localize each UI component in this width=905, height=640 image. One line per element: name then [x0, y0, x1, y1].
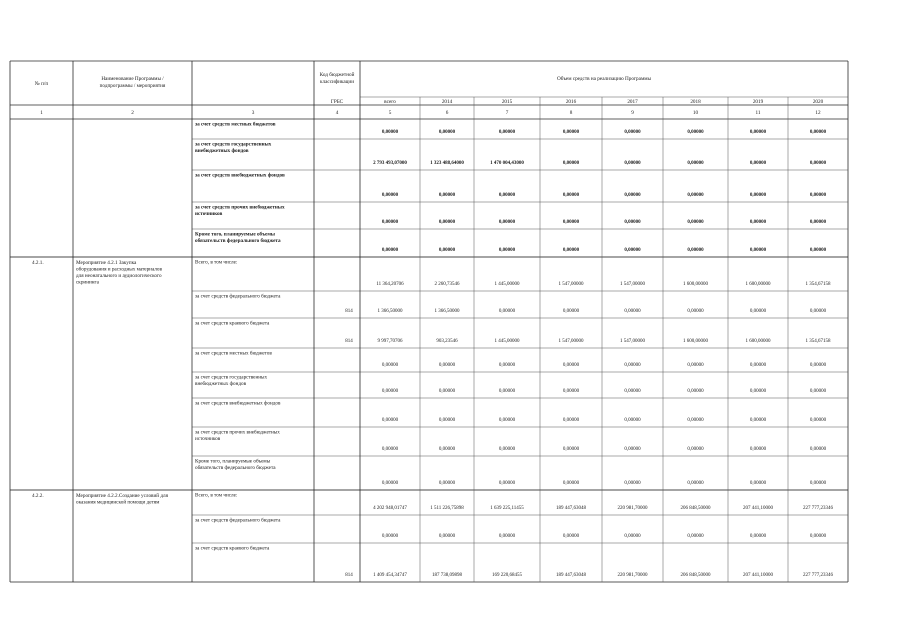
table-row — [195, 350, 827, 369]
row-value: 0,00000 — [562, 309, 580, 314]
row-value: 0,00000 — [749, 363, 767, 368]
table-row — [32, 260, 831, 288]
row-value: 0,00000 — [562, 193, 580, 198]
row-value: 0,00000 — [624, 534, 641, 539]
row-source: Всего, в том числе: — [195, 259, 238, 266]
row-value: 0,00000 — [438, 193, 456, 198]
row-value: 0,00000 — [438, 481, 456, 486]
row-value: 1 511 226,75898 — [430, 506, 464, 511]
row-value: 1 445,00000 — [494, 282, 520, 287]
row-name: для неонатального и аудиологического — [76, 273, 162, 279]
header-col-number: 9 — [631, 110, 634, 116]
row-source: обязательств федерального бюджета — [195, 238, 281, 244]
table-row — [195, 320, 831, 345]
table-row — [195, 545, 834, 579]
row-value: 1 366,50000 — [377, 309, 403, 314]
row-value: 11 364,20706 — [376, 282, 404, 287]
row-value: 0,00000 — [749, 220, 767, 225]
row-value: 220 981,70000 — [617, 573, 648, 578]
row-value: 0,00000 — [381, 363, 399, 368]
row-grbs: 814 — [345, 309, 353, 314]
table-row — [195, 375, 827, 395]
row-value: 0,00000 — [562, 161, 580, 166]
row-value: 0,00000 — [438, 389, 456, 394]
row-value: 0,00000 — [624, 447, 641, 452]
row-value: 9 997,70706 — [377, 339, 403, 344]
row-value: 1 547,00000 — [558, 339, 584, 344]
row-value: 220 981,70000 — [617, 506, 648, 511]
row-value: 0,00000 — [809, 481, 827, 486]
row-value: 0,00000 — [562, 481, 580, 486]
row-grbs: 814 — [345, 339, 353, 344]
row-value: 0,00000 — [809, 534, 827, 539]
row-source: внебюджетных фондов — [195, 148, 249, 154]
table-row — [195, 121, 827, 136]
row-value: 1 639 225,11455 — [490, 506, 524, 511]
row-value: 0,00000 — [687, 447, 704, 452]
row-value: 0,00000 — [624, 363, 641, 368]
row-value: 0,00000 — [809, 130, 827, 135]
row-value: 0,00000 — [498, 418, 516, 423]
row-value: 0,00000 — [438, 418, 456, 423]
row-value: 1 547,00000 — [620, 282, 645, 287]
table-row — [32, 492, 834, 511]
row-value: 1 354,67158 — [805, 282, 831, 287]
row-value: 1 547,00000 — [558, 282, 584, 287]
row-value: 0,00000 — [498, 447, 516, 452]
row-value: 0,00000 — [809, 220, 827, 225]
row-value: 0,00000 — [687, 161, 704, 166]
row-source: обязательств федерального бюджета — [195, 465, 276, 471]
row-value: 189 447,63048 — [556, 506, 586, 511]
table-row — [195, 293, 827, 315]
row-number: 4.2.2. — [32, 493, 44, 499]
row-value: 0,00000 — [562, 418, 580, 423]
row-value: 1 354,67158 — [805, 339, 831, 344]
row-source: за счет средств государственных — [195, 374, 268, 381]
row-value: 0,00000 — [381, 193, 399, 198]
row-value: 1 409 454,34747 — [373, 573, 407, 578]
row-value: 0,00000 — [498, 309, 516, 314]
row-source: за счет средств государственных — [195, 141, 272, 148]
row-value: 0,00000 — [381, 534, 399, 539]
header-col-number: 3 — [251, 110, 255, 116]
row-value: 0,00000 — [438, 363, 456, 368]
row-value: 0,00000 — [687, 130, 704, 135]
row-value: 0,00000 — [749, 248, 767, 253]
row-value: 0,00000 — [498, 481, 516, 486]
row-value: 0,00000 — [562, 534, 580, 539]
header-year: 2020 — [812, 99, 824, 105]
row-value: 0,00000 — [381, 481, 399, 486]
row-value: 0,00000 — [562, 389, 580, 394]
row-value: 0,00000 — [809, 161, 827, 166]
row-name: Мероприятие 4.2.2.Создание условий для — [76, 493, 168, 499]
row-value: 0,00000 — [381, 447, 399, 452]
row-value: 0,00000 — [809, 363, 827, 368]
row-value: 0,00000 — [809, 418, 827, 423]
row-value: 903,23546 — [436, 339, 458, 344]
row-value: 0,00000 — [438, 534, 456, 539]
row-value: 0,00000 — [749, 130, 767, 135]
header-col-name: Наименование Программы / — [101, 76, 164, 82]
row-value: 227 777,23346 — [803, 506, 833, 511]
row-value: 0,00000 — [498, 534, 516, 539]
row-value: 0,00000 — [381, 130, 399, 135]
row-value: 1 600,00000 — [745, 282, 771, 287]
header-col-number: 11 — [755, 110, 761, 116]
row-value: 1 600,00000 — [683, 282, 708, 287]
row-source: за счет средств федерального бюджета — [195, 517, 281, 524]
row-value: 1 366,50000 — [434, 309, 460, 314]
row-source: за счет средств внебюджетных фондов — [195, 400, 281, 407]
row-source: Всего, в том числе: — [195, 492, 238, 499]
row-value: 187 738,09898 — [432, 573, 462, 578]
row-value: 0,00000 — [498, 248, 516, 253]
row-value: 0,00000 — [624, 481, 641, 486]
row-value: 0,00000 — [749, 534, 767, 539]
row-value: 0,00000 — [624, 220, 641, 225]
table-header — [35, 71, 824, 116]
row-value: 0,00000 — [687, 363, 704, 368]
row-value: 207 441,10000 — [743, 573, 773, 578]
row-value: 0,00000 — [562, 248, 580, 253]
header-year: 2016 — [565, 99, 577, 105]
row-value: 0,00000 — [438, 447, 456, 452]
row-value: 0,00000 — [624, 309, 641, 314]
row-value: 0,00000 — [809, 309, 827, 314]
header-col-no: № п/п — [34, 81, 49, 87]
row-source: за счет средств краевого бюджета — [195, 320, 270, 327]
row-grbs: 814 — [345, 573, 353, 578]
row-value: 227 777,23346 — [803, 573, 833, 578]
row-value: 206 848,50000 — [680, 506, 711, 511]
row-value: 0,00000 — [562, 220, 580, 225]
row-source: за счет средств внебюджетных фондов — [195, 172, 285, 179]
row-value: 0,00000 — [498, 130, 516, 135]
table-row — [195, 204, 827, 226]
row-value: 206 848,50000 — [680, 573, 711, 578]
table-row — [195, 517, 827, 540]
table-row — [195, 400, 827, 424]
row-value: 0,00000 — [562, 447, 580, 452]
header-year: 2014 — [441, 99, 453, 105]
row-value: 0,00000 — [687, 418, 704, 423]
header-col-number: 1 — [40, 110, 43, 116]
row-value: 0,00000 — [624, 193, 641, 198]
row-value: 0,00000 — [624, 130, 641, 135]
header-col-number: 7 — [505, 110, 509, 116]
row-value: 0,00000 — [624, 248, 641, 253]
row-value: 0,00000 — [498, 220, 516, 225]
table-row — [195, 231, 827, 254]
row-source: за счет средств прочих внебюджетных — [195, 204, 285, 211]
table-row — [195, 142, 827, 167]
row-value: 2 260,73546 — [434, 282, 460, 287]
row-source: за счет средств краевого бюджета — [195, 545, 270, 552]
row-value: 0,00000 — [749, 161, 767, 166]
row-value: 0,00000 — [687, 193, 704, 198]
row-source: за счет средств местных бюджетов — [195, 350, 272, 357]
row-value: 0,00000 — [749, 447, 767, 452]
row-value: 0,00000 — [687, 534, 704, 539]
row-value: 1 323 488,64000 — [430, 161, 464, 166]
row-value: 4 202 948,01747 — [373, 506, 407, 511]
row-value: 2 793 493,07000 — [373, 161, 407, 166]
row-name: оказания медицинской помощи детям — [76, 499, 160, 506]
row-value: 0,00000 — [749, 309, 767, 314]
header-sub-grbs: ГРБС — [330, 99, 344, 105]
row-value: 0,00000 — [624, 418, 641, 423]
header-col-volume: Объем средств на реализацию Программы — [556, 76, 652, 82]
row-value: 0,00000 — [749, 481, 767, 486]
row-source: источников — [195, 211, 223, 217]
row-value: 0,00000 — [381, 220, 399, 225]
row-source: источников — [195, 436, 221, 442]
row-name: скрининга — [76, 279, 99, 286]
header-col-number: 10 — [692, 110, 699, 116]
table-row — [195, 172, 827, 199]
row-value: 1 470 004,43000 — [490, 161, 524, 166]
row-value: 0,00000 — [381, 418, 399, 423]
header-year: 2017 — [627, 99, 638, 105]
row-source: Кроме того, планируемые объемы — [195, 458, 271, 465]
row-value: 1 547,00000 — [620, 339, 645, 344]
header-year: 2018 — [690, 99, 701, 105]
row-value: 0,00000 — [749, 418, 767, 423]
row-value: 0,00000 — [687, 248, 704, 253]
row-value: 0,00000 — [381, 389, 399, 394]
row-value: 0,00000 — [687, 481, 704, 486]
row-value: 0,00000 — [687, 309, 704, 314]
header-col-number: 5 — [388, 110, 392, 116]
row-value: 169 220,68455 — [492, 573, 522, 578]
table-row — [195, 429, 827, 453]
row-value: 0,00000 — [749, 389, 767, 394]
row-value: 0,00000 — [624, 161, 641, 166]
header-col-code: классификации — [319, 79, 355, 85]
header-col-number: 6 — [445, 110, 449, 116]
row-value: 0,00000 — [498, 363, 516, 368]
row-value: 0,00000 — [438, 220, 456, 225]
header-col-number: 4 — [335, 110, 339, 116]
header-year: 2015 — [501, 99, 513, 105]
row-source: за счет средств местных бюджетов — [195, 121, 276, 128]
header-col-code: Код бюджетной — [319, 72, 355, 78]
row-value: 1 600,00000 — [745, 339, 771, 344]
table-body — [32, 121, 834, 579]
row-value: 0,00000 — [809, 193, 827, 198]
row-value: 0,00000 — [438, 248, 456, 253]
header-col-name: подпрограммы / мероприятия — [99, 83, 166, 89]
row-value: 1 445,00000 — [494, 339, 520, 344]
row-value: 0,00000 — [381, 248, 399, 253]
row-value: 0,00000 — [809, 389, 827, 394]
row-value: 0,00000 — [687, 220, 704, 225]
row-value: 0,00000 — [438, 130, 456, 135]
row-source: за счет средств федерального бюджета — [195, 293, 281, 300]
row-source: Кроме того, планируемые объемы — [195, 231, 275, 238]
row-source: внебюджетных фондов — [195, 381, 247, 387]
row-value: 0,00000 — [749, 193, 767, 198]
row-value: 0,00000 — [498, 193, 516, 198]
row-name: Мероприятие 4.2.1 Закупка — [76, 260, 137, 266]
row-value: 0,00000 — [809, 248, 827, 253]
row-source: за счет средств прочих внебюджетных — [195, 429, 280, 436]
header-col-number: 12 — [815, 110, 821, 116]
header-sub-total: всего — [384, 99, 396, 105]
header-year: 2019 — [752, 99, 764, 105]
row-value: 0,00000 — [498, 389, 516, 394]
header-col-number: 2 — [131, 110, 134, 116]
row-value: 0,00000 — [562, 130, 580, 135]
table-row — [195, 458, 827, 487]
row-value: 207 441,10000 — [743, 506, 773, 511]
row-value: 0,00000 — [809, 447, 827, 452]
row-value: 1 600,00000 — [683, 339, 708, 344]
row-value: 0,00000 — [687, 389, 704, 394]
row-value: 0,00000 — [562, 363, 580, 368]
row-value: 189 447,63048 — [556, 573, 586, 578]
row-value: 0,00000 — [624, 389, 641, 394]
row-number: 4.2.1. — [32, 260, 44, 266]
row-name: оборудования и расходных материалов — [76, 266, 162, 273]
header-col-number: 8 — [569, 110, 573, 116]
